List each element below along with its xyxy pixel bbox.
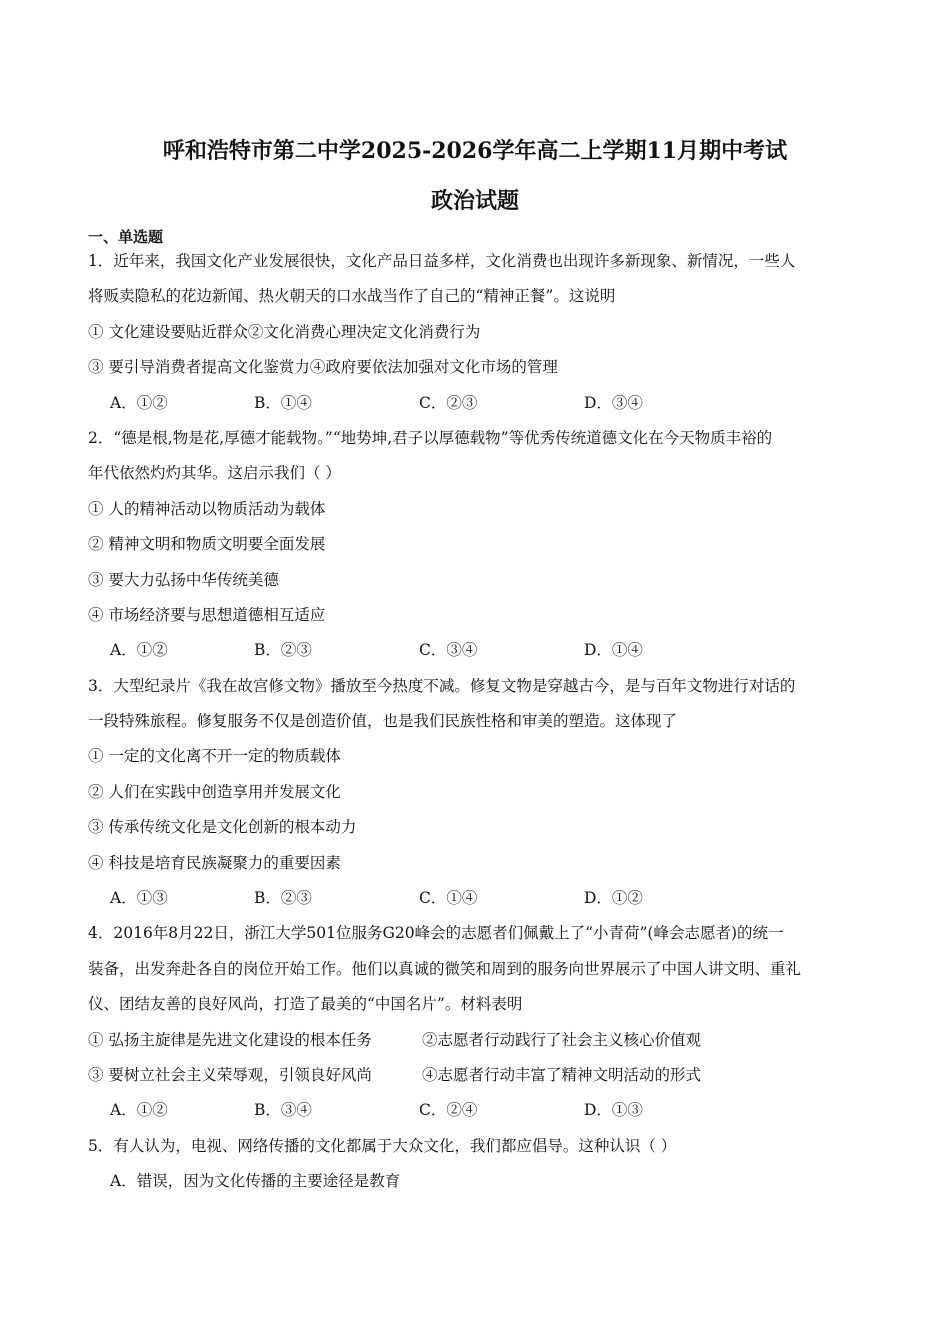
statement-right: ②志愿者行动践行了社会主义核心价值观	[422, 1030, 702, 1049]
question-stem-line: 将贩卖隐私的花边新闻、热火朝天的口水战当作了自己的“精神正餐”。这说明	[88, 287, 616, 306]
option-d[interactable]: D．③④	[584, 393, 643, 412]
option-b[interactable]: B．②③	[254, 889, 312, 908]
statement-line: ② 精神文明和物质文明要全面发展	[88, 535, 326, 554]
option-b[interactable]: B．①④	[254, 393, 312, 412]
option-c[interactable]: C．②③	[419, 393, 478, 412]
statement-left: ③ 要树立社会主义荣辱观，引领良好风尚	[88, 1065, 372, 1084]
option-a[interactable]: A．错误，因为文化传播的主要途径是教育	[110, 1172, 401, 1191]
statement-line: ① 文化建设要贴近群众②文化消费心理决定文化消费行为	[88, 322, 481, 341]
option-b[interactable]: B．②③	[254, 641, 312, 660]
question-3	[88, 669, 868, 917]
statement-line: ③ 要大力弘扬中华传统美德	[88, 570, 279, 589]
question-stem-line: 2．“德是根,物是花,厚德才能载物。”“地势坤,君子以厚德载物”等优秀传统道德文化在今天物质丰裕的	[88, 428, 773, 447]
option-d[interactable]: D．①③	[584, 1101, 643, 1120]
answer-options	[88, 881, 868, 916]
answer-options	[88, 633, 868, 668]
option-a[interactable]: A．①③	[110, 889, 168, 908]
statement-line: ③ 要引导消费者提高文化鉴赏力④政府要依法加强对文化市场的管理	[88, 358, 558, 377]
question-stem-line: 1．近年来，我国文化产业发展很快，文化产品日益多样，文化消费也出现许多新现象、新情况，一些人	[88, 252, 796, 270]
exam-subtitle: 政治试题	[430, 188, 519, 214]
question-stem-line: 一段特殊旅程。修复服务不仅是创造价值，也是我们民族性格和审美的塑造。这体现了	[88, 712, 678, 731]
option-b[interactable]: B．③④	[254, 1101, 312, 1120]
statement-line: ③ 传承传统文化是文化创新的根本动力	[88, 818, 357, 837]
statement-pair-row	[88, 1023, 868, 1058]
statement-left: ① 弘扬主旋律是先进文化建设的根本任务	[88, 1030, 372, 1049]
answer-options	[88, 1093, 868, 1128]
exam-title: 呼和浩特市第二中学2025-2026学年高二上学期11月期中考试	[162, 138, 788, 164]
statement-line: ① 人的精神活动以物质活动为载体	[88, 499, 326, 518]
option-a[interactable]: A．①②	[110, 641, 168, 660]
question-1	[88, 244, 868, 421]
question-stem-line: 3．大型纪录片《我在故宫修文物》播放至今热度不减。修复文物是穿越古今，是与百年文物进行对话的	[88, 676, 796, 695]
question-list	[88, 244, 868, 1200]
question-stem-line: 装备，出发奔赴各自的岗位开始工作。他们以真诚的微笑和周到的服务向世界展示了中国人讲文明、重礼	[88, 959, 802, 978]
statement-pair-row	[88, 1058, 868, 1093]
question-stem-line: 5．有人认为，电视、网络传播的文化都属于大众文化，我们都应倡导。这种认识（ ）	[88, 1136, 677, 1155]
question-stem-line: 4．2016年8月22日，浙江大学501位服务G20峰会的志愿者们佩戴上了“小青荷”(峰会志愿者)的统一	[88, 924, 784, 943]
option-a[interactable]: A．①②	[110, 1101, 168, 1120]
option-a[interactable]: A．①②	[110, 393, 168, 412]
statement-line: ① 一定的文化离不开一定的物质载体	[88, 747, 341, 766]
question-2	[88, 421, 868, 669]
answer-options	[88, 386, 868, 421]
statement-right: ④志愿者行动丰富了精神文明活动的形式	[422, 1065, 702, 1084]
option-c[interactable]: C．①④	[419, 889, 478, 908]
option-d[interactable]: D．①④	[584, 641, 643, 660]
statement-line: ④ 科技是培育民族凝聚力的重要因素	[88, 853, 341, 872]
option-d[interactable]: D．①②	[584, 889, 643, 908]
question-5	[88, 1129, 868, 1200]
statement-line: ② 人们在实践中创造享用并发展文化	[88, 782, 341, 801]
option-c[interactable]: C．②④	[419, 1101, 478, 1120]
option-c[interactable]: C．③④	[419, 641, 478, 660]
question-stem-line: 仪、团结友善的良好风尚，打造了最美的“中国名片”。材料表明	[88, 995, 523, 1014]
section-heading: 一、单选题	[88, 228, 164, 246]
question-4	[88, 916, 868, 1128]
question-stem-line: 年代依然灼灼其华。这启示我们（ ）	[88, 464, 341, 483]
statement-line: ④ 市场经济要与思想道德相互适应	[88, 605, 326, 624]
